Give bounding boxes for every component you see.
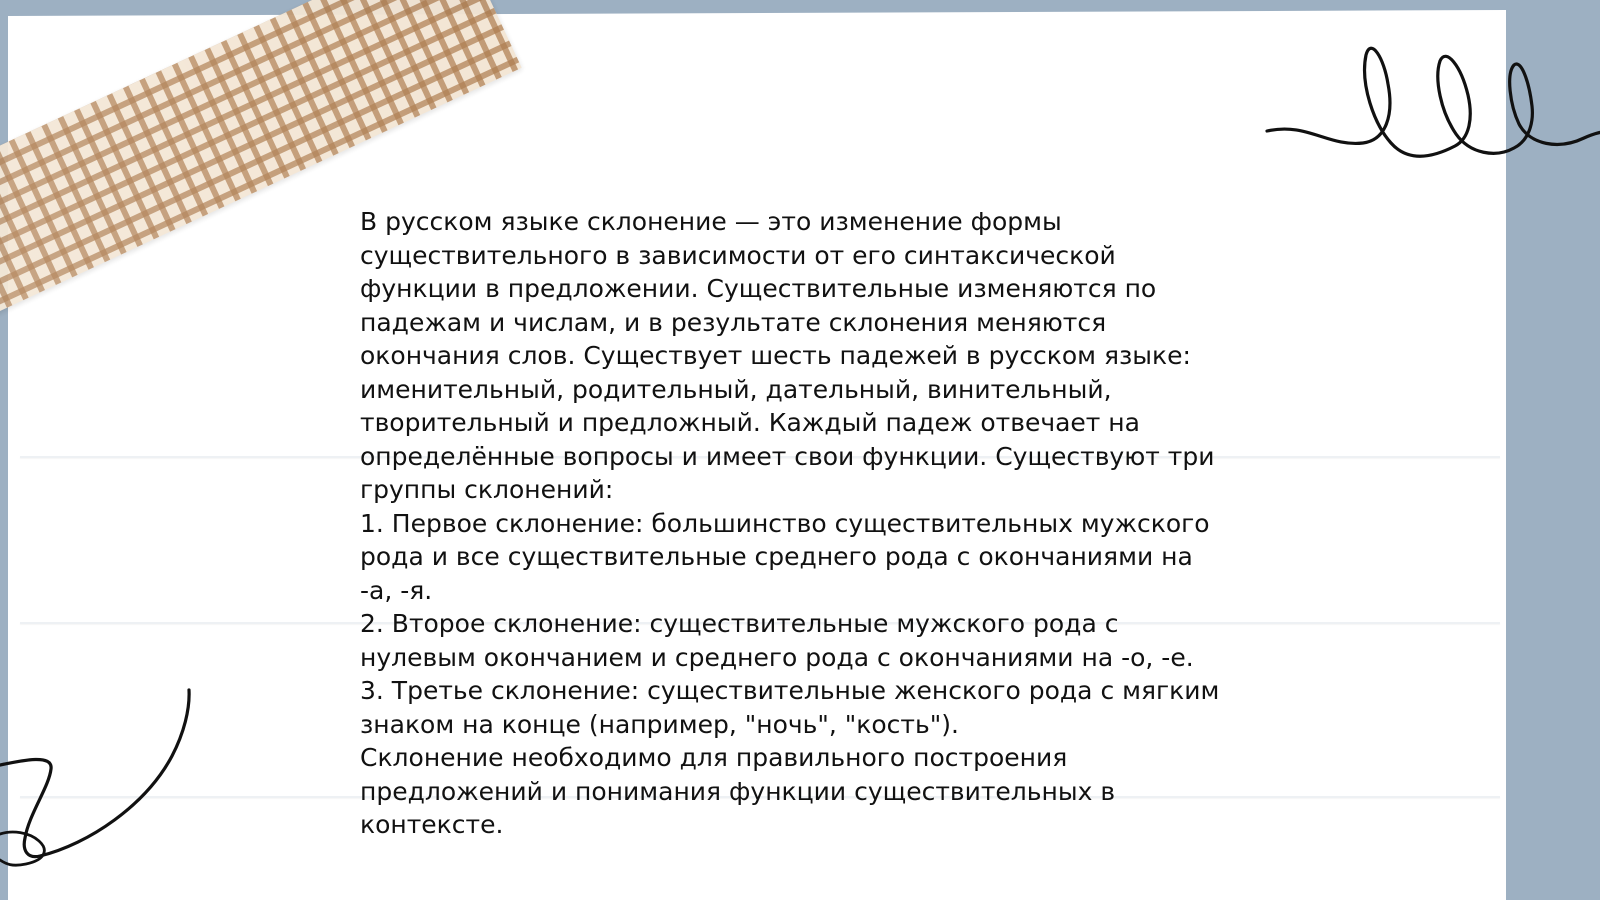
top-scribble-icon (1262, 20, 1600, 170)
slide-body-text: В русском языке склонение — это изменение формы существительного в зависимости от его синтаксической функции в предложении. Существительные изменяются по падежам и числам, и в результате склонения меняются окончания слов. Существует шесть падежей в русском языке: именительный, родительный, дательный, винительный, творительный и предложный. Каждый падеж отвечает на определённые вопросы и имеет свои функции. Существуют три группы склонений: 1. Первое склонение: большинство существительных мужского рода и все существительные среднего рода с окончаниями на -а, -я. 2. Второе склонение: существительные мужского рода с нулевым окончанием и среднего рода с окончаниями на -о, -е. 3. Третье склонение: существительные женского рода с мягким знаком на конце (например, "ночь", "кость"). Склонение необходимо для правильного построения предложений и понимания функции существительных в контексте. (360, 207, 1220, 839)
bottom-scribble-icon (0, 690, 210, 870)
